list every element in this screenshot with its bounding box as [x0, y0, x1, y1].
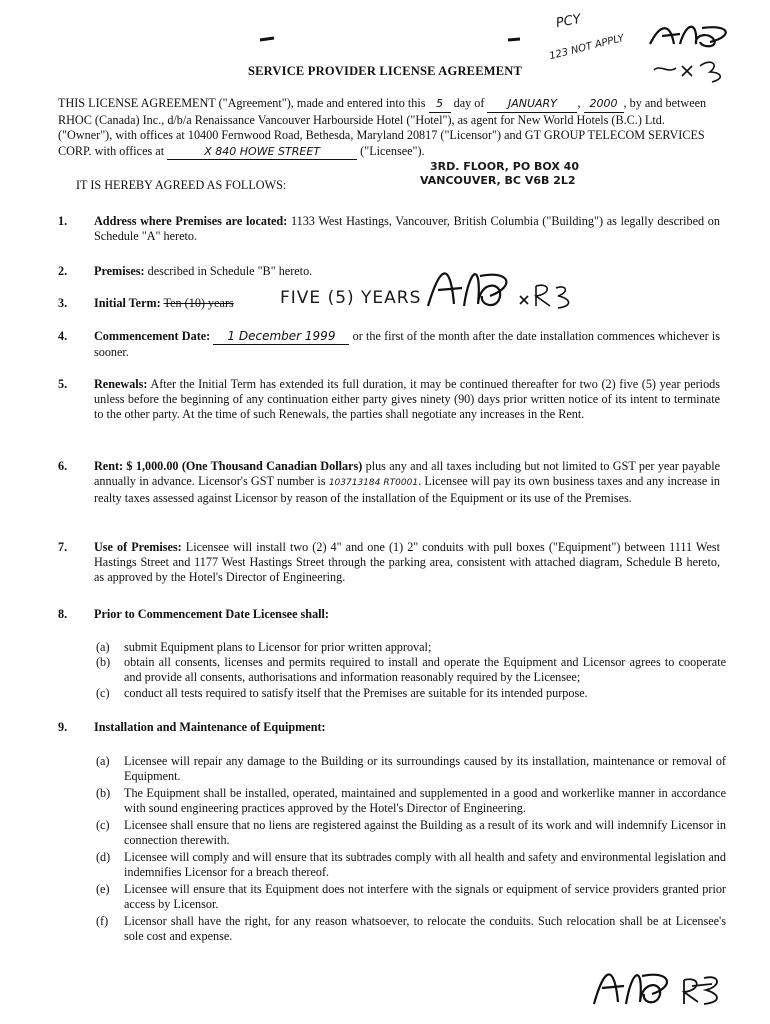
clause-7: 7. Use of Premises: Licensee will install two (2) 4" and one (1) 2" conduits with pull boxes ("Equipment") between 1111 West Hastings Street and 1177 West Hastings Street through the parking area, consistent with attached diagram, Schedule B hereto, as approved by the Hotel's Director of Engineering.: [58, 540, 720, 585]
clause-2: 2. Premises: described in Schedule "B" hereto.: [58, 264, 313, 278]
clause-9-d: (d) Licensee will comply and will ensure that its subtrades comply with all health and safety and environmental legislation and indemnifies Licensor for a breach thereof.: [96, 850, 726, 880]
handwritten-address-line2: 3RD. FLOOR, PO BOX 40: [430, 160, 579, 173]
clause-9-a: (a) Licensee will repair any damage to the Building or its surroundings caused by its installation, maintenance or removal of Equipment.: [96, 754, 726, 784]
handwritten-gst-number: 103713184 RT0001: [328, 478, 419, 489]
intro-paragraph: THIS LICENSE AGREEMENT ("Agreement"), made and entered into this 5 day of JANUARY , 2000 , by and between RHOC (Canada) Inc., d/b/a Renaissance Vancouver Harbourside Hotel ("Hotel"), as agent for New World Hotels (B.C.) Ltd. ("Owner"), with offices at 10400 Fernwood Road, Bethesda, Maryland 20817 ("Licensor") and GT GROUP TELECOM SERVICES CORP. with offices at X 840 HOWE STREET ("Licensee").: [58, 96, 714, 160]
clause-8-b: (b) obtain all consents, licenses and permits required to install and operate the Equipment and Licensor agrees to cooperate and provide all consents, authorisations and information reasonably required by the Licensee;: [96, 655, 726, 685]
handwritten-address-line3: VANCOUVER, BC V6B 2L2: [420, 174, 576, 187]
clause-9-f: (f) Licensor shall have the right, for any reason whatsoever, to relocate the conduits. Such relocation shall be at Licensee's sole cost and expense.: [96, 914, 726, 944]
initials-bottom: [588, 958, 728, 1014]
clause-6: 6. Rent: $ 1,000.00 (One Thousand Canadian Dollars) plus any and all taxes including but not limited to GST per year payable annually in advance. Licensor's GST number is 103713184 RT0001. Licensee will pay its own business taxes and any increase in realty taxes assessed against Licensor by reason of the installation of the Equipment or its use of the Premises.: [58, 459, 721, 506]
initials-clause-3: [420, 256, 580, 318]
document-title: SERVICE PROVIDER LICENSE AGREEMENT: [247, 64, 523, 78]
clause-9: 9. Installation and Maintenance of Equipment:: [58, 720, 326, 734]
clause-9-c: (c) Licensee shall ensure that no liens are registered against the Building as a result of its work and will indemnify Licensor in connection therewith.: [96, 818, 726, 848]
handwritten-year: 2000: [584, 96, 624, 113]
clause-3: 3. Initial Term: Ten (10) years: [58, 296, 234, 310]
handwritten-note-top: PCY: [554, 11, 582, 32]
agreed-heading: IT IS HEREBY AGREED AS FOLLOWS:: [76, 178, 287, 192]
handwritten-address: X 840 HOWE STREET: [167, 144, 357, 161]
clause-5: 5. Renewals: After the Initial Term has extended its full duration, it may be continued thereafter for two (2) five (5) year periods unless before the beginning of any continuation either party gives ninety (90) days prior written notice of its intent to terminate to the other party. At the time of such Renewals, the parties shall negotiate any increases in the Rent.: [58, 377, 720, 422]
clause-8: 8. Prior to Commencement Date Licensee shall:: [58, 607, 329, 621]
clause-1: 1. Address where Premises are located: 1133 West Hastings, Vancouver, British Columbia ("Building") as legally described on Schedule "A" hereto.: [58, 214, 720, 244]
struck-term: Ten (10) years: [163, 296, 234, 310]
clause-8-c: (c) conduct all tests required to satisfy itself that the Premises are suitable for its intended purpose.: [96, 686, 588, 700]
clause-4: 4. Commencement Date: 1 December 1999 or the first of the month after the date installation commences whichever is sooner.: [58, 329, 720, 360]
handwritten-initial-term: FIVE (5) YEARS: [280, 288, 422, 308]
scan-marks: [250, 30, 530, 50]
handwritten-day: 5: [429, 96, 451, 113]
handwritten-commencement-date: 1 December 1999: [213, 329, 349, 345]
clause-9-b: (b) The Equipment shall be installed, operated, maintained and supplemented in a good and workerlike manner in accordance with sound engineering practices approved by the Hotel's Director of Engineering.: [96, 786, 726, 816]
clause-9-e: (e) Licensee will ensure that its Equipment does not interfere with the signals or equipment of service providers granted prior access by Licensor.: [96, 882, 726, 912]
clause-8-a: (a) submit Equipment plans to Licensor for prior written approval;: [96, 640, 432, 654]
handwritten-month: JANUARY: [487, 96, 577, 113]
handwritten-note-not-apply: 123 NOT APPLY: [548, 32, 626, 63]
